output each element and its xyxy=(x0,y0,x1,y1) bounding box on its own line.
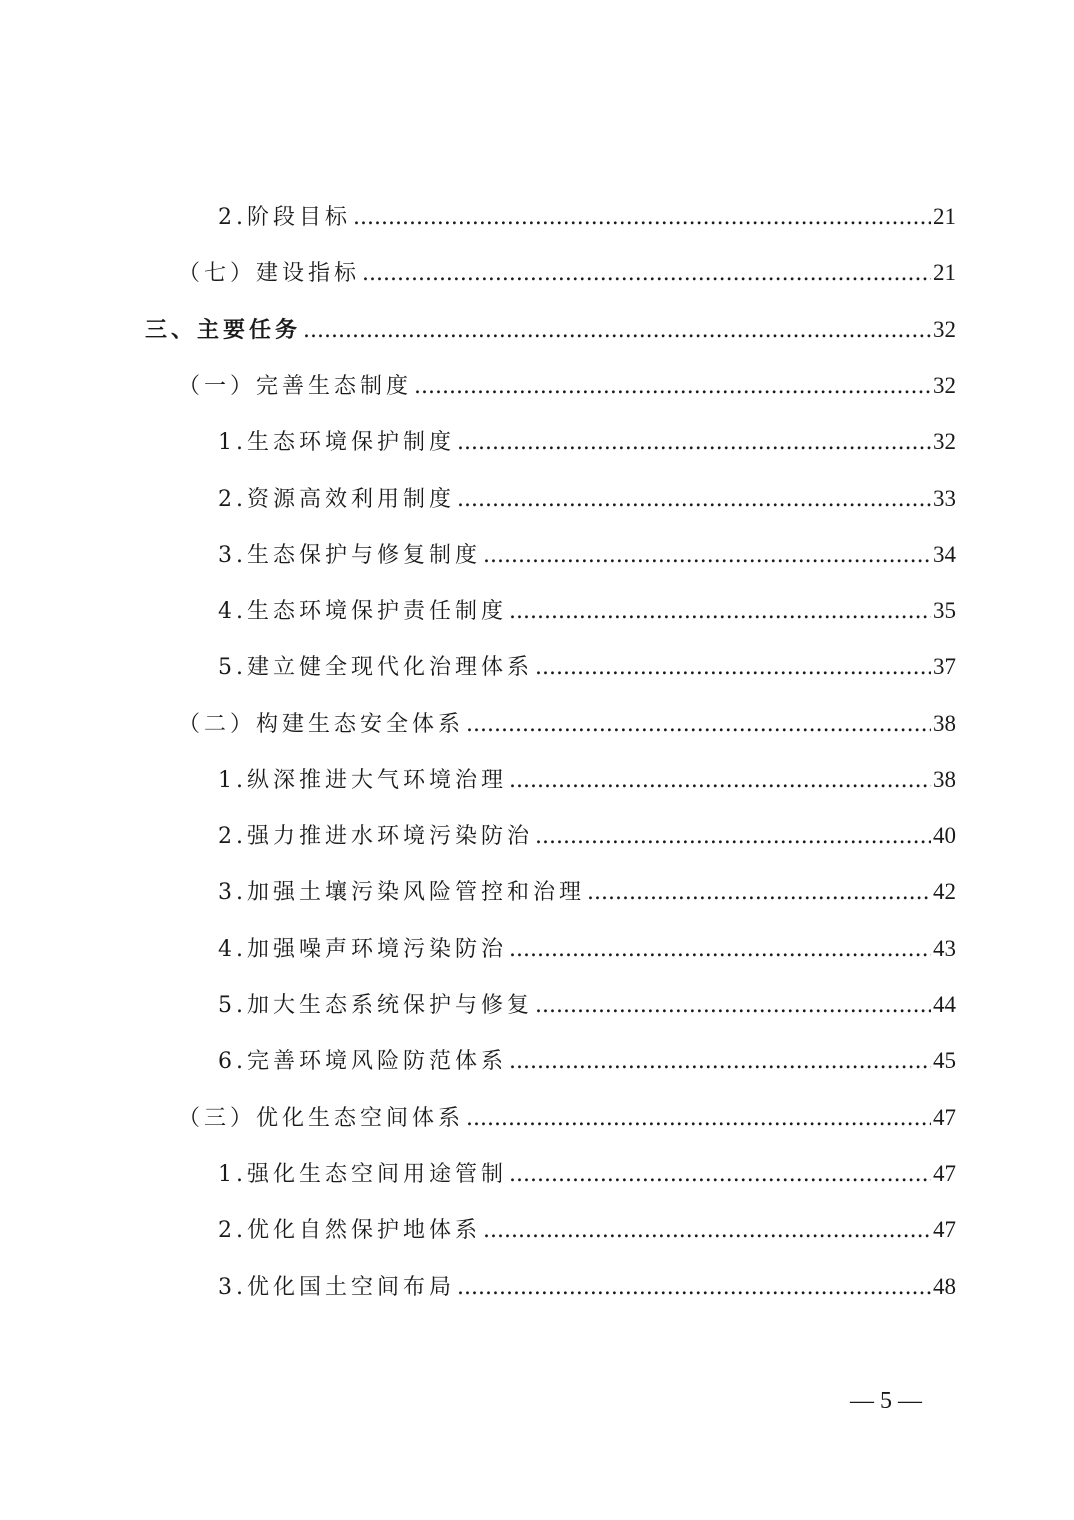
toc-entry[interactable] xyxy=(178,1103,956,1133)
toc-entry[interactable] xyxy=(218,1215,956,1245)
toc-entry[interactable] xyxy=(218,821,956,851)
toc-entry-page: 38 xyxy=(933,711,956,736)
toc-entry-page: 32 xyxy=(933,429,956,454)
toc-entry-label: 2.优化自然保护地体系 xyxy=(218,1218,481,1243)
toc-leader-dots xyxy=(483,1216,931,1246)
toc-leader-dots xyxy=(535,822,931,852)
toc-entry-label: 1.纵深推进大气环境治理 xyxy=(218,768,507,793)
toc-leader-dots xyxy=(483,541,931,571)
toc-entry[interactable] xyxy=(218,540,956,570)
toc-entry-page: 47 xyxy=(933,1105,956,1130)
toc-entry-label: 2.阶段目标 xyxy=(218,205,351,230)
toc-entry[interactable] xyxy=(218,427,956,457)
toc-leader-dots xyxy=(457,428,931,458)
toc-entry-page: 34 xyxy=(933,542,956,567)
toc-entry[interactable] xyxy=(218,765,956,795)
toc-entry-label: 3.加强土壤污染风险管控和治理 xyxy=(218,880,585,905)
toc-entry-page: 32 xyxy=(933,373,956,398)
toc-entry[interactable] xyxy=(178,709,956,739)
toc-entry[interactable] xyxy=(218,877,956,907)
toc-leader-dots xyxy=(509,766,931,796)
toc-leader-dots xyxy=(362,259,931,289)
toc-entry[interactable] xyxy=(178,258,956,288)
toc-entry-label: 2.强力推进水环境污染防治 xyxy=(218,824,533,849)
toc-entry-page: 47 xyxy=(933,1161,956,1186)
toc-entry-label: 1.生态环境保护制度 xyxy=(218,430,455,455)
toc-entry-label: （一）完善生态制度 xyxy=(178,374,413,399)
toc-entry-label: 3.优化国土空间布局 xyxy=(218,1275,455,1300)
toc-entry-page: 33 xyxy=(933,486,956,511)
toc-entry-page: 47 xyxy=(933,1217,956,1242)
toc-entry-label: （三）优化生态空间体系 xyxy=(178,1106,465,1131)
toc-leader-dots xyxy=(414,372,931,402)
toc-entry[interactable] xyxy=(218,202,956,232)
toc-leader-dots xyxy=(535,991,931,1021)
toc-leader-dots xyxy=(457,485,931,515)
toc-leader-dots xyxy=(466,1104,931,1134)
toc-entry-page: 42 xyxy=(933,879,956,904)
toc-entry[interactable] xyxy=(218,934,956,964)
toc-leader-dots xyxy=(587,878,931,908)
toc-leader-dots xyxy=(466,710,931,740)
toc-leader-dots xyxy=(509,597,931,627)
toc-entry[interactable] xyxy=(218,484,956,514)
page-number: — 5 — xyxy=(850,1388,922,1414)
toc-entry-page: 44 xyxy=(933,992,956,1017)
toc-entry[interactable] xyxy=(218,652,956,682)
toc-leader-dots xyxy=(509,935,931,965)
toc-entry-label: 2.资源高效利用制度 xyxy=(218,487,455,512)
toc-entry-page: 38 xyxy=(933,767,956,792)
toc-leader-dots xyxy=(353,203,931,233)
toc-leader-dots xyxy=(509,1160,931,1190)
toc-entry-label: （二）构建生态安全体系 xyxy=(178,712,465,737)
toc-entry-label: 5.建立健全现代化治理体系 xyxy=(218,655,533,680)
toc-entry[interactable] xyxy=(218,1272,956,1302)
toc-entry-label: 三、主要任务 xyxy=(145,317,302,343)
toc-leader-dots xyxy=(509,1047,931,1077)
toc-leader-dots xyxy=(303,316,931,346)
toc-entry-page: 40 xyxy=(933,823,956,848)
toc-entry-label: 4.加强噪声环境污染防治 xyxy=(218,937,507,962)
toc-entry[interactable] xyxy=(218,596,956,626)
toc-entry[interactable] xyxy=(218,1159,956,1189)
toc-leader-dots xyxy=(535,653,931,683)
toc-entry-label: 4.生态环境保护责任制度 xyxy=(218,599,507,624)
toc-entry-page: 32 xyxy=(933,317,956,342)
toc-entry[interactable] xyxy=(218,1046,956,1076)
toc-entry-label: 6.完善环境风险防范体系 xyxy=(218,1049,507,1074)
toc-entry-label: 3.生态保护与修复制度 xyxy=(218,543,481,568)
toc-leader-dots xyxy=(457,1273,931,1303)
toc-entry-page: 45 xyxy=(933,1048,956,1073)
toc-entry-label: 1.强化生态空间用途管制 xyxy=(218,1162,507,1187)
toc-entry-page: 21 xyxy=(933,204,956,229)
toc-entry-label: （七）建设指标 xyxy=(178,261,361,286)
toc-entry-page: 43 xyxy=(933,936,956,961)
toc-entry[interactable] xyxy=(178,371,956,401)
toc-entry-page: 48 xyxy=(933,1274,956,1299)
toc-entry-label: 5.加大生态系统保护与修复 xyxy=(218,993,533,1018)
toc-entry-page: 37 xyxy=(933,654,956,679)
toc-entry-page: 21 xyxy=(933,260,956,285)
toc-entry[interactable] xyxy=(145,315,956,345)
toc-entry[interactable] xyxy=(218,990,956,1020)
toc-entry-page: 35 xyxy=(933,598,956,623)
